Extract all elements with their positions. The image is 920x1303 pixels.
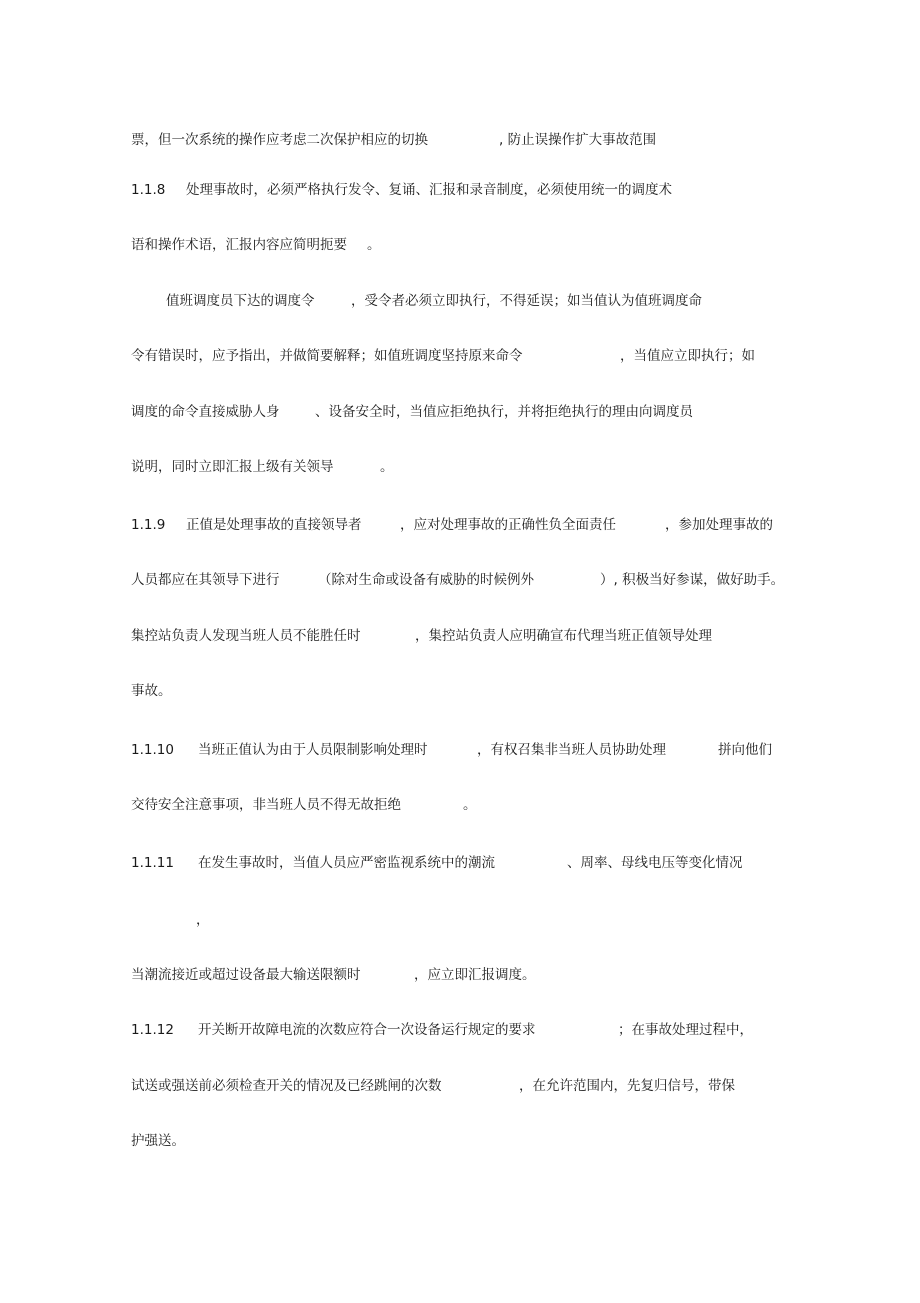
text-segment: ，集控站负责人应明确宣布代理当班正值领导处理 (415, 628, 712, 644)
text-segment: 票，但一次系统的操作应考虑二次保护相应的切换 (131, 132, 428, 148)
text-segment: 。 (380, 459, 394, 475)
text-segment: 令有错误时，应予指出，并做简要解释；如值班调度坚持原来命令 (131, 348, 523, 364)
text-segment: 调度的命令直接威胁人身 (131, 404, 280, 420)
text-segment: 正值是处理事故的直接领导者 (186, 517, 362, 533)
text-segment: ，有权召集非当班人员协助处理 (477, 742, 666, 758)
text-segment: 人员都应在其领导下进行 (131, 572, 280, 588)
text-segment: ，在允许范围内，先复归信号，带保 (519, 1078, 735, 1094)
clause-number: 1.1.9 (131, 517, 166, 533)
text-segment: 试送或强送前必须检查开关的情况及已经跳闸的次数 (131, 1078, 442, 1094)
text-segment: 。 (463, 797, 477, 813)
text-segment: 当班正值认为由于人员限制影响处理时 (198, 742, 428, 758)
text-segment: ，当值应立即执行；如 (620, 348, 755, 364)
text-segment: 拼向他们 (718, 742, 772, 758)
text-segment: 护强送。 (131, 1133, 185, 1149)
text-segment: 当潮流接近或超过设备最大输送限额时 (131, 967, 361, 983)
text-segment: 事故。 (131, 683, 172, 699)
text-segment: , 防止误操作扩大事故范围 (499, 132, 657, 148)
text-segment: 值班调度员下达的调度令 (166, 293, 315, 309)
text-segment: ，应立即汇报调度。 (414, 967, 536, 983)
clause-number: 1.1.11 (131, 855, 174, 871)
text-segment: 说明，同时立即汇报上级有关领导 (131, 459, 334, 475)
text-segment: 语和操作术语，汇报内容应简明扼要 (131, 237, 347, 253)
text-segment: ，受令者必须立即执行，不得延误；如当值认为值班调度命 (351, 293, 702, 309)
text-segment: ， (196, 912, 210, 928)
text-segment: 、周率、母线电压等变化情况 (567, 855, 743, 871)
clause-number: 1.1.10 (131, 742, 174, 758)
text-segment: 交待安全注意事项，非当班人员不得无故拒绝 (131, 797, 401, 813)
text-segment: ）, 积极当好参谋，做好助手。 (600, 572, 785, 588)
text-segment: （除对生命或设备有威胁的时候例外 (318, 572, 534, 588)
text-segment: 。 (367, 237, 381, 253)
text-segment: 集控站负责人发现当班人员不能胜任时 (131, 628, 361, 644)
text-segment: ，参加处理事故的 (665, 517, 773, 533)
text-segment: 在发生事故时，当值人员应严密监视系统中的潮流 (198, 855, 495, 871)
clause-number: 1.1.8 (131, 182, 166, 198)
text-segment: ；在事故处理过程中， (618, 1022, 753, 1038)
text-segment: 处理事故时，必须严格执行发令、复诵、汇报和录音制度，必须使用统一的调度术 (186, 182, 672, 198)
clause-number: 1.1.12 (131, 1022, 174, 1038)
text-segment: 、设备安全时，当值应拒绝执行，并将拒绝执行的理由向调度员 (315, 404, 693, 420)
text-segment: ，应对处理事故的正确性负全面责任 (400, 517, 616, 533)
text-segment: 开关断开故障电流的次数应符合一次设备运行规定的要求 (198, 1022, 536, 1038)
